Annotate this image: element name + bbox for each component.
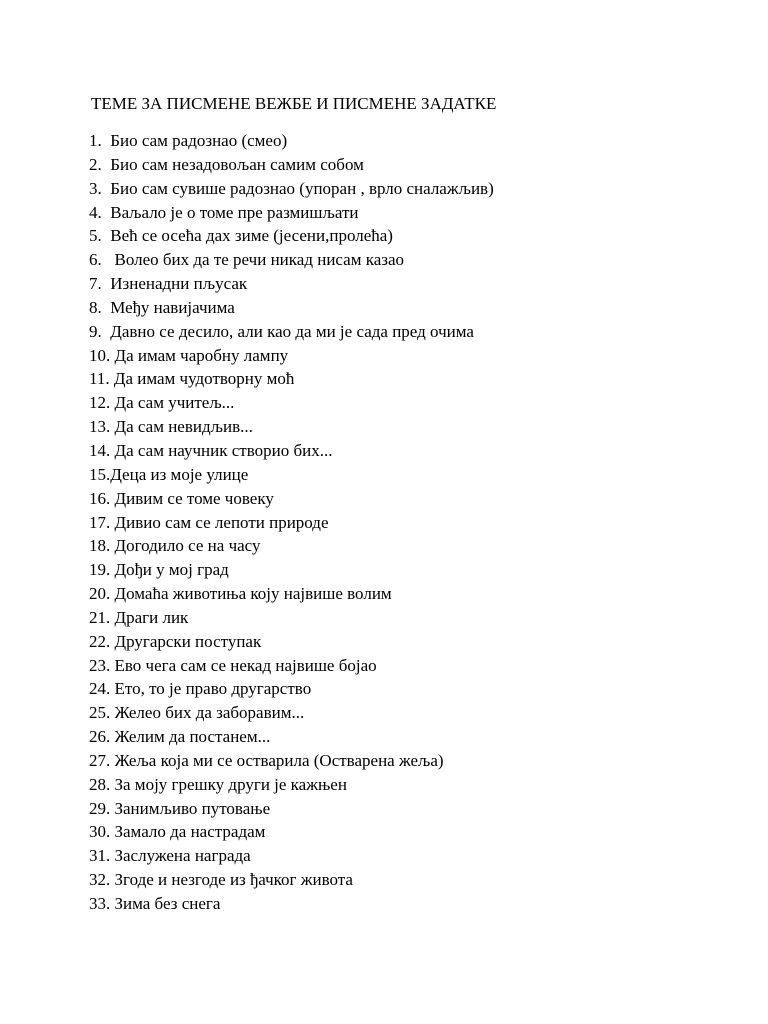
topic-item: 28. За моју грешку други је кажњен (89, 774, 347, 794)
topic-item: 33. Зима без снега (89, 894, 221, 913)
topic-item: 31. Заслужена награда (89, 846, 251, 866)
topic-item: 26. Желим да постанем... (89, 727, 271, 747)
topic-item: 1. Био сам радознао (смео) (89, 131, 288, 150)
topic-item: 9. Давно се десило, али као да ми је сада пред очима (89, 321, 474, 341)
topic-item: 23. Ево чега сам се некад највише бојао (89, 655, 377, 675)
topic-item: 17. Дивио сам се лепоти природе (89, 512, 329, 532)
topic-item: 7. Изненадни пљусак (89, 274, 248, 294)
topic-item: 10. Да имам чаробну лампу (89, 345, 289, 365)
topic-item: 21. Драги лик (89, 607, 189, 627)
topic-list (89, 129, 494, 916)
topic-item: 5. Већ се осећа дах зиме (јесени,пролећа) (89, 226, 393, 246)
topic-item: 16. Дивим се томе човеку (89, 488, 274, 508)
topic-item: 30. Замало да настрадам (89, 822, 266, 842)
topic-item: 20. Домаћа животиња коју највише волим (89, 584, 392, 604)
topic-item: 6. Волео бих да те речи никад нисам казао (89, 250, 405, 270)
topic-item: 2. Био сам незадовољан самим собом (89, 154, 364, 174)
topic-item: 24. Ето, то је право другарство (89, 679, 312, 699)
topic-item: 19. Дођи у мој град (89, 560, 229, 580)
topic-item: 11. Да имам чудотворну моћ (89, 369, 295, 389)
topic-item: 18. Догодило се на часу (89, 536, 261, 556)
topic-item: 4. Ваљало је о томе пре размишљати (89, 202, 359, 222)
topic-item: 32. Згоде и незгоде из ђачког живота (89, 870, 353, 890)
topic-item: 22. Другарски поступак (89, 631, 262, 651)
topic-item: 12. Да сам учитељ... (89, 393, 235, 413)
document-title: ТЕМЕ ЗА ПИСМЕНЕ ВЕЖБЕ И ПИСМЕНЕ ЗАДАТКЕ (91, 94, 497, 113)
topic-item: 15.Деца из моје улице (89, 464, 249, 484)
topic-item: 29. Занимљиво путовање (89, 798, 271, 818)
topic-item: 14. Да сам научник створио бих... (89, 440, 333, 460)
topic-item: 27. Жеља која ми се остварила (Остварена жеља) (89, 750, 444, 770)
topic-item: 8. Међу навијачима (89, 297, 235, 317)
topic-item: 3. Био сам сувише радознао (упоран , врло сналажљив) (89, 178, 494, 198)
topic-item: 25. Желео бих да заборавим... (89, 703, 305, 723)
topic-item: 13. Да сам невидљив... (89, 417, 253, 437)
